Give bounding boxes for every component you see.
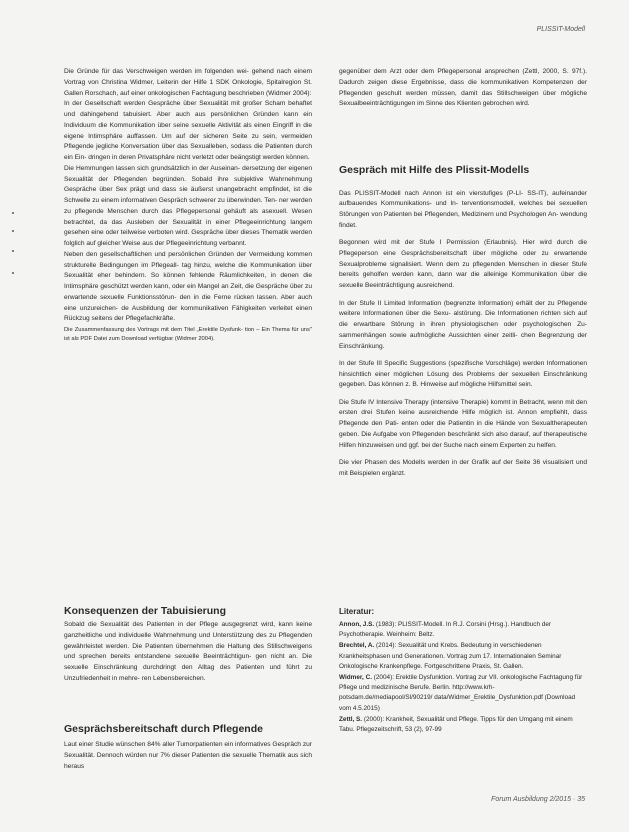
- paragraph: Begonnen wird mit der Stufe I Permission (Erlaubnis). Hier wird durch die Pflegeperson eine Gesprächsbereitschaft über mögliche oder zu erwartende Sexualprobleme signalisiert. Wenn dem zu pflegenden Menschen in dieser Stufe bereits geholfen werden kann, dann war die alleinige Kommunikation über die sexuelle Beeinträchtigung ausreichend.: [339, 239, 587, 290]
- footnote: Die Zusammenfassung des Vortrags mit dem Titel „Erektile Dysfunk- tion – Ein Thema für uns" ist als PDF Datei zum Download verfügbar (Widmer 2004).: [64, 327, 312, 342]
- literature-entry: [339, 715, 587, 735]
- section-plissit: [339, 182, 587, 486]
- heading-literatur: Literatur:: [339, 607, 375, 616]
- paragraph: In der Stufe III Specific Suggestions (spezifische Vorschläge) werden Informationen hinsichtlich einer möglichen Lösung des Problems der sexuellen Einschränkung gegeben. Das können z. B. Hinweise auf mögliche Hilfsmittel sein.: [339, 359, 587, 389]
- heading-plissit: Gespräch mit Hilfe des Plissit-Modells: [339, 164, 530, 176]
- paragraph: Die Gründe für das Verschweigen werden im folgenden wei- gehend nach einem Vortrag von Christina Widmer, Leiterin der Hilfe 1 SDK Onkologie, Spitalregion St. Gallen Rorschach, auf einer onkologischen Fachtagung beschrieben (Widmer 2004):: [64, 68, 312, 97]
- left-intro: [64, 67, 312, 344]
- citation: (2000): Krankheit, Sexualität und Pflege. Tipps für den Umgang mit einem Tabu. Pflegezeitschrift, 53 (2), 97-99: [339, 715, 573, 734]
- margin-mark: [12, 212, 14, 214]
- literature-entry: [339, 673, 587, 714]
- literature-list: [339, 620, 587, 736]
- section-gespraechsbereitschaft: Laut einer Studie wünschen 84% aller Tumorpatienten ein informatives Gespräch zur Sexualität. Dennoch würden nur 7% dieser Patienten die sexuelle Thematik aus sich heraus: [64, 741, 312, 770]
- paragraph: Das PLISSIT-Modell nach Annon ist ein vierstufiges (P-LI- SS-IT), aufeinander aufbauendes Kommunikations- und In- terventionsmodell, welches bei sexuellen Störungen von Patienten bei Pflegenden, Medizinern und Psychologen An- wendung findet.: [339, 189, 587, 229]
- literature-entry: [339, 641, 587, 672]
- running-header: PLISSIT-Modell: [536, 26, 585, 33]
- paragraph: Neben den gesellschaftlichen und persönlichen Gründen der Vermeidung kommen strukturelle Bedingungen im Pflegeall- tag hinzu, welche die Kommunikation über Sexualität eher behindern. So können fehlende Räumlichkeiten, in denen die Intimsphäre geschützt werden kann, oder ein Mangel an Zeit, die Gespräche über zu erwartende sexuelle Funktionsstörun- den in die Ferne rücken lassen. Aber auch eine unzureichen- de Ausbildung der kommunikativen Fähigkeiten verleitet einen Rückzug seitens der Pflegefachkräfte.: [64, 250, 312, 323]
- paragraph: Die Stufe IV Intensive Therapy (intensive Therapie) kommt in Betracht, wenn mit den ersten drei Stufen keine ausreichende Hilfe möglich ist. Annon empfiehlt, dass Pflegende den Pati- enten oder die Patientin in die Hände von Sexualtherapeuten geben. Die Aufgabe von Pflegenden beschränkt sich also darauf, auf therapeutische Hilfen hinzuweisen und ggf. bei der Suche nach einem Experten zu helfen.: [339, 398, 587, 449]
- author: Brechtel, A.: [339, 642, 375, 650]
- margin-mark: [12, 272, 14, 274]
- paragraph: In der Stufe II Limited Information (begrenzte Information) erhält der zu Pflegende weitere Informationen über die Sexu- alstörung. Die Informationen richten sich auf die erwartbare Störung in ihren physiologischen oder psychologischen Zu- sammenhängen sowie aufmögliche Aussichten einer zeitli- chen Begrenzung der Einschränkung.: [339, 299, 587, 350]
- heading-tabuisierung: Konsequenzen der Tabuisierung: [64, 605, 226, 617]
- margin-mark: [12, 250, 14, 252]
- citation: (1983): PLISSIT-Modell. In R.J. Corsini (Hrsg.). Handbuch der Psychotherapie. Weinheim: Beltz.: [339, 621, 552, 639]
- margin-mark: [12, 230, 14, 232]
- author: Zettl, S.: [339, 715, 363, 723]
- page-footer: Forum Ausbildung 2/2015 · 35: [491, 796, 585, 803]
- right-intro: gegenüber dem Arzt oder dem Pflegepersonal ansprechen (Zettl, 2000, S. 97f.). Dadurch zeigen diese Ergebnisse, dass die kommunikativen Kompetenzen der Pflegenden geschult werden müssen, damit das Stillschweigen über mögliche Sexualbeeinträchtigungen im Sinne des Klienten gebrochen wird.: [339, 68, 587, 108]
- heading-gespraechsbereitschaft: Gesprächsbereitschaft durch Pflegende: [64, 723, 263, 735]
- author: Annon, J.S.: [339, 621, 375, 628]
- section-tabuisierung: Sobald die Sexualität des Patienten in der Pflege ausgegrenzt wird, kann keine ganzheitliche und individuelle Wahrnehmung und Unterstützung des zu Pflegenden gewährleistet werden. Die Patienten übernehmen die Haltung des Stillschweigens und sprechen bereits entstandene sexuelle Beeinträchtigun- gen nicht an. Die sexuelle Einschränkung durchdringt den Alltag des Patienten und führt zu Unzufriedenheit in mehre- ren Lebensbereichen.: [64, 621, 312, 682]
- citation: (2014): Sexualität und Krebs. Bedeutung in verschiedenen Krankheitsphasen und Generationen. Vortrag zum 17. Internationalen Seminar Onkologische Krankenpflege. Fortgeschrittene Praxis, St. Gallen.: [339, 642, 562, 670]
- literature-entry: [339, 620, 587, 640]
- citation: (2004): Erektile Dysfunktion. Vortrag zur VII. onkologische Fachtagung für Pflege und medizinische Berufe. Berlin. http://www.krh-potsdam.de/mediapool/Sl/90219/ data/Widmer_Erektile_Dysfunktion.pdf (Download vom 4.5.2015): [339, 674, 583, 712]
- paragraph: Die vier Phasen des Modells werden in der Grafik auf der Seite 36 visualisiert und mit Beispielen ergänzt.: [339, 459, 587, 477]
- paragraph: In der Gesellschaft werden Gespräche über Sexualität mit großer Scham behaftet und dahingehend tabuisiert. Aber auch aus persönlichen Gründen kann ein Individuum die Kommunikation über seine sexuelle Aktivität als einen Eingriff in die eigene Intimsphäre auffassen. Um auf der sicheren Seite zu sein, vermeiden Pflegende jegliche Konversation über das Sexualleben, sodass die Patienten durch ein Ein- dringen in deren Privatsphäre nicht verletzt oder beängstigt werden können.: [64, 100, 312, 161]
- author: Widmer, C.: [339, 674, 372, 682]
- paragraph: Die Hemmungen lassen sich grundsätzlich in der Auseinan- dersetzung der eigenen Sexualität der Pflegenden begründen. Sobald ihre subjektive Wahrnehmung Gespräche über Sex prägt und dass sie äußerst unangebracht empfindet, ist die Schwelle zu einem informativen Gespräch schwerer zu überwinden. Ten- ner werden zu pflegende Menschen durch das Pflegepersonal gehäuft als asexuell. Wesen betrachtet, da das Ausleben der Sexualität in einer Pflegeeinrichtung langem gesehen eine oder teilweise verboten wird. Gespräche über dieses Thematik werden folglich auf gleicher Weise aus der Pflegeeinrichtung verbannt.: [64, 164, 312, 247]
